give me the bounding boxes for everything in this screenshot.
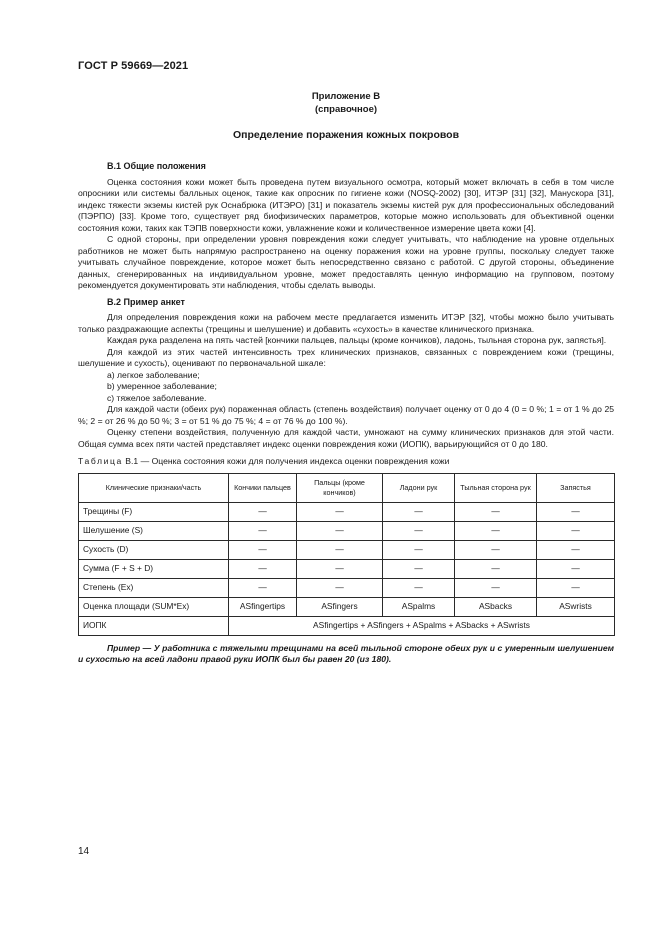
list-item: b) умеренное заболевание;	[107, 381, 217, 391]
table-header-row	[79, 473, 615, 502]
example-note: Пример — У работника с тяжелыми трещинами на всей тыльной стороне обеих рук и с умеренным шелушением и сухостью на всей ладони правой руки ИОПК был бы равен 20 (из 180).	[78, 642, 614, 664]
table-cell: —	[297, 559, 383, 578]
section-title: В.1 Общие положения	[107, 161, 206, 171]
annex-type: (справочное)	[314, 104, 378, 115]
assessment-table	[78, 473, 615, 636]
table-cell: —	[229, 559, 297, 578]
column-header: Клинические признаки/часть	[79, 473, 229, 502]
table-cell: —	[383, 502, 455, 521]
table-row	[79, 597, 615, 616]
list-item: а) легкое заболевание;	[107, 369, 200, 380]
paragraph: Для каждой части (обеих рук) пораженная область (степень воздействия) получает оценку от 0 до 4 (0 = 0 %; 1 = от 1 % до 25 %; 2 = от 26 % до 50 %; 3 = от 51 % до 75 %; 4 = от 76 % до 100 %).	[78, 404, 614, 426]
column-header: Пальцы (кроме кончиков)	[297, 473, 383, 502]
column-header: Кончики пальцев	[229, 473, 297, 502]
table-cell: —	[383, 540, 455, 559]
row-label: Сумма (F + S + D)	[79, 559, 229, 578]
table-cell: —	[537, 559, 615, 578]
table-cell: —	[297, 578, 383, 597]
table-row	[79, 559, 615, 578]
table-cell: ASfingertips	[229, 597, 297, 616]
paragraph: Для определения повреждения кожи на рабочем месте предлагается изменить ИТЭР [32], чтобы можно было учитывать только раздражающие аспекты (трещины и шелушение) и добавить «сухость» в качестве клинического признака.	[78, 312, 614, 334]
table-caption	[78, 456, 614, 468]
table-cell: —	[383, 521, 455, 540]
table-cell: —	[229, 540, 297, 559]
page-number: 14	[78, 846, 90, 857]
paragraph: С одной стороны, при определении уровня повреждения кожи следует учитывать, что наблюдение на уровне отдельных работников не может быть напрямую распространено на оценку поражения кожи на уровне группы, поскольку следует также учитывать случайное повреждение, которое может быть непосредственно связано с работой. С другой стороны, объединение данных, сгенерированных на индивидуальном уровне, может предоставлять ценную информацию на групповом, поэтому рекомендуется документировать эти наблюдения, чтобы сделать выводы.	[78, 234, 614, 290]
row-label: ИОПК	[79, 616, 229, 635]
total-formula-cell: ASfingertips + ASfingers + ASpalms + ASbacks + ASwrists	[229, 616, 615, 635]
table-cell: —	[455, 578, 537, 597]
table-caption-word: Таблица	[78, 456, 123, 466]
table-cell: —	[383, 578, 455, 597]
table-cell: ASwrists	[537, 597, 615, 616]
list-item: с) тяжелое заболевание.	[107, 392, 207, 403]
paragraph: Каждая рука разделена на пять частей [кончики пальцев, пальцы (кроме кончиков), ладонь, тыльная сторона рук, запястья].	[107, 335, 607, 345]
paragraph: Оценка состояния кожи может быть проведена путем визуального осмотра, который может включать в себя в том числе опросники или системы балльных оценок, такие как опросник по гигиене кожи (NOSQ-2002) [30], ИТЭР [31] [32], Манускора [31], индекс тяжести экземы кистей рук Оснабрюка (ИТЭРО) [31] и показатель экземы кистей рук для профессиональных обследований (ПЭРПО) [33]. Кроме того, существует ряд биофизических параметров, которые можно использовать для объективной оценки состояния кожи, таких как ТЭПВ поверхности кожи, увлажнение кожи и количественное измерение цвета кожи [4].	[78, 176, 614, 233]
table-cell: —	[383, 559, 455, 578]
annex-label: Приложение В	[311, 91, 381, 102]
table-total-row	[79, 616, 615, 635]
document-body	[78, 161, 614, 666]
table-caption-text: В.1 — Оценка состояния кожи для получения индекса оценки повреждения кожи	[125, 456, 450, 466]
row-label: Степень (Ex)	[79, 578, 229, 597]
table-cell: —	[229, 521, 297, 540]
table-cell: —	[537, 578, 615, 597]
table-cell: ASfingers	[297, 597, 383, 616]
table-row	[79, 502, 615, 521]
row-label: Трещины (F)	[79, 502, 229, 521]
row-label: Шелушение (S)	[79, 521, 229, 540]
row-label: Оценка площади (SUM*Ex)	[79, 597, 229, 616]
table-cell: —	[537, 540, 615, 559]
table-cell: —	[297, 502, 383, 521]
table-cell: —	[455, 559, 537, 578]
table-cell: —	[229, 578, 297, 597]
table-cell: —	[537, 502, 615, 521]
paragraph: Оценку степени воздействия, полученную для каждой части, умножают на сумму клинических признаков для этой части. Общая сумма всех пяти частей представляет индекс оценки повреждения кожи (ИОПК), варьирующийся от 0 до 180.	[78, 427, 614, 449]
table-cell: —	[297, 521, 383, 540]
annex-heading	[78, 90, 614, 116]
column-header: Тыльная сторона рук	[455, 473, 537, 502]
table-cell: ASbacks	[455, 597, 537, 616]
section-title: В.2 Пример анкет	[107, 296, 185, 307]
table-cell: —	[455, 521, 537, 540]
annex-title: Определение поражения кожных покровов	[232, 129, 460, 141]
row-label: Сухость (D)	[79, 540, 229, 559]
table-cell: ASpalms	[383, 597, 455, 616]
table-cell: —	[455, 502, 537, 521]
table-row	[79, 540, 615, 559]
table-cell: —	[537, 521, 615, 540]
paragraph: Для каждой из этих частей интенсивность трех клинических признаков, связанных с повреждением кожи (трещины, шелушение и сухость), оценивают по первоначальной шкале:	[78, 346, 614, 368]
column-header: Запястья	[537, 473, 615, 502]
table-cell: —	[229, 502, 297, 521]
standard-code: ГОСТ Р 59669—2021	[78, 60, 189, 72]
table-cell: —	[297, 540, 383, 559]
table-row	[79, 578, 615, 597]
table-row	[79, 521, 615, 540]
column-header: Ладони рук	[383, 473, 455, 502]
table-cell: —	[455, 540, 537, 559]
